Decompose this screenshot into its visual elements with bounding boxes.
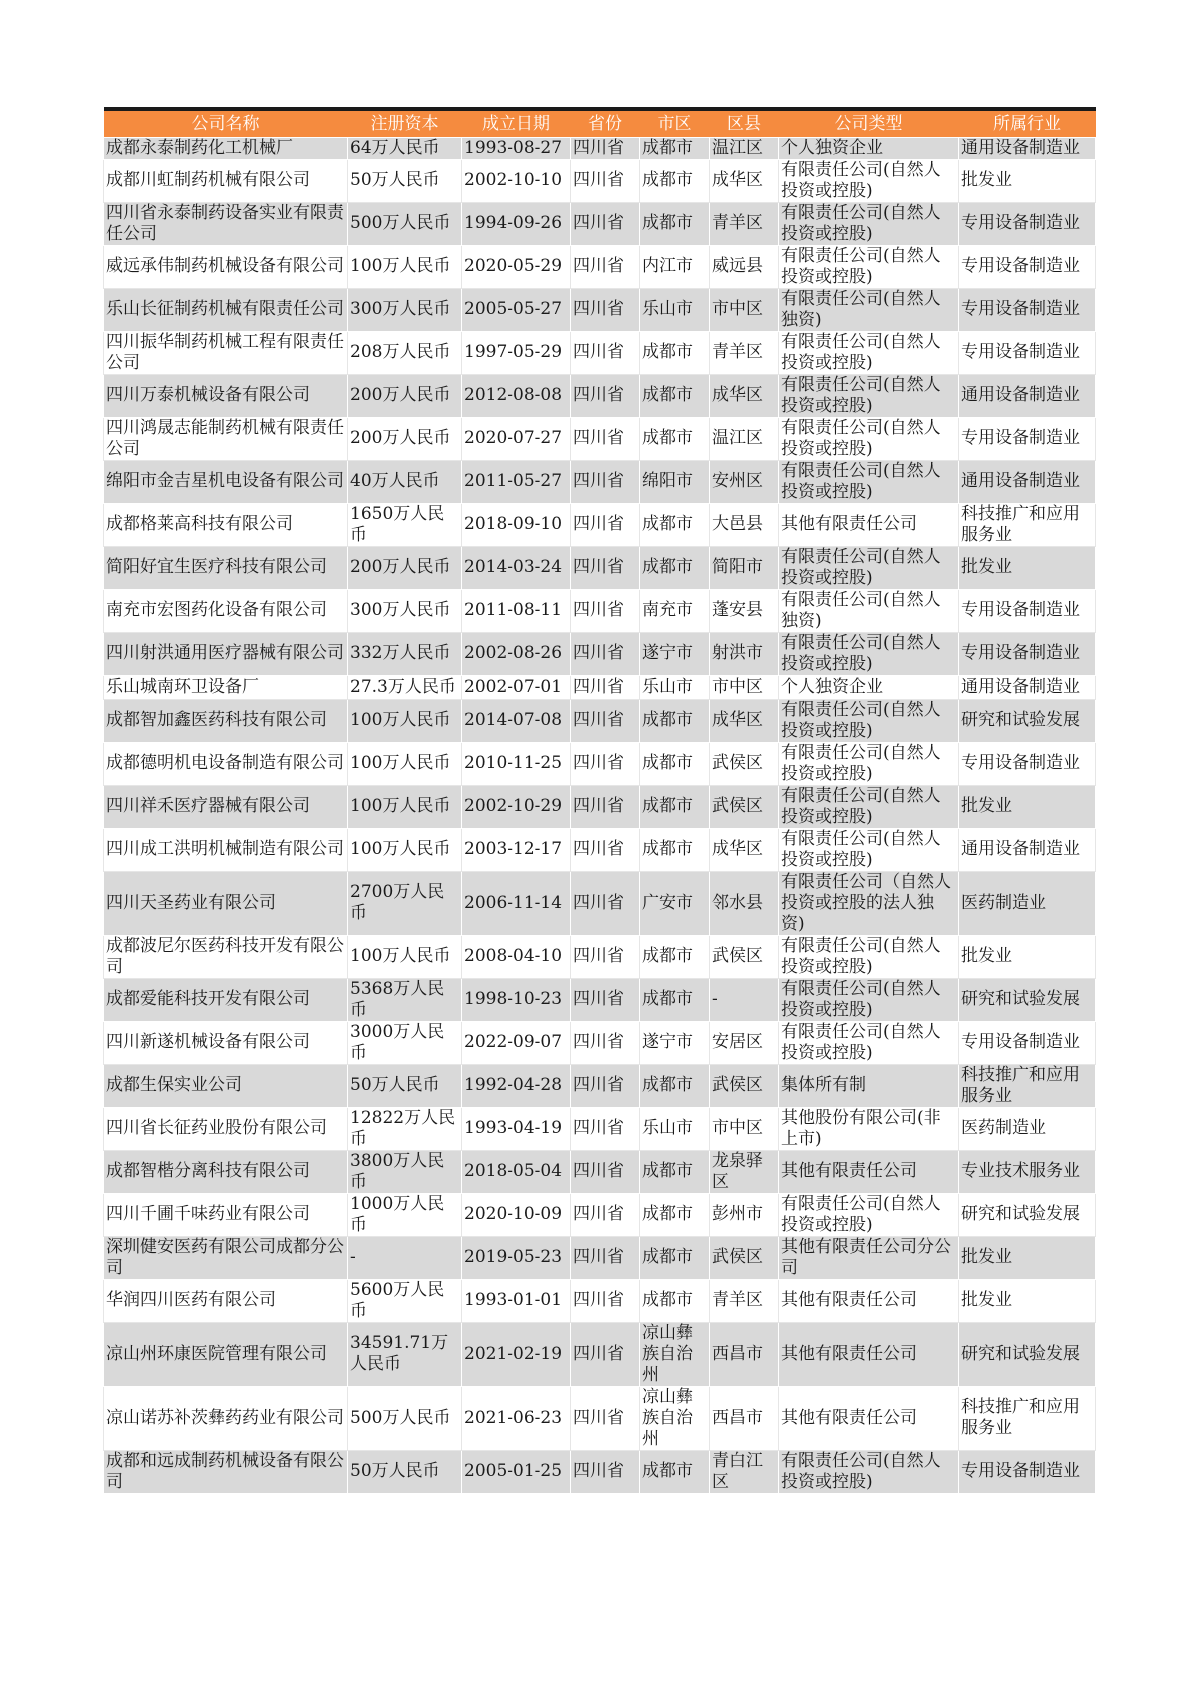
cell-city: 乐山市 bbox=[640, 1107, 710, 1150]
table-row bbox=[104, 460, 1096, 503]
cell-founded-date: 2003-12-17 bbox=[462, 828, 571, 871]
cell-industry: 通用设备制造业 bbox=[959, 828, 1096, 871]
table-row bbox=[104, 137, 1096, 159]
cell-company-type: 有限责任公司(自然人独资) bbox=[779, 589, 959, 632]
table-row bbox=[104, 288, 1096, 331]
header-cell-district: 区县 bbox=[710, 109, 779, 137]
cell-industry: 研究和试验发展 bbox=[959, 699, 1096, 742]
cell-founded-date: 2006-11-14 bbox=[462, 871, 571, 935]
cell-company-name: 四川祥禾医疗器械有限公司 bbox=[104, 785, 348, 828]
table-row bbox=[104, 374, 1096, 417]
cell-company-name: 四川天圣药业有限公司 bbox=[104, 871, 348, 935]
cell-province: 四川省 bbox=[571, 1236, 640, 1279]
cell-industry: 专用设备制造业 bbox=[959, 589, 1096, 632]
cell-district: 武侯区 bbox=[710, 1236, 779, 1279]
cell-district: 威远县 bbox=[710, 245, 779, 288]
cell-province: 四川省 bbox=[571, 871, 640, 935]
cell-company-type: 有限责任公司(自然人投资或控股) bbox=[779, 331, 959, 374]
table-row bbox=[104, 1107, 1096, 1150]
cell-industry: 通用设备制造业 bbox=[959, 460, 1096, 503]
cell-district: 射洪市 bbox=[710, 632, 779, 675]
cell-company-type: 有限责任公司(自然人投资或控股) bbox=[779, 460, 959, 503]
cell-province: 四川省 bbox=[571, 202, 640, 245]
cell-industry: 批发业 bbox=[959, 1236, 1096, 1279]
cell-industry: 批发业 bbox=[959, 546, 1096, 589]
cell-founded-date: 1993-01-01 bbox=[462, 1279, 571, 1322]
cell-registered-capital: 332万人民币 bbox=[348, 632, 462, 675]
cell-city: 成都市 bbox=[640, 742, 710, 785]
cell-company-name: 四川鸿晟志能制药机械有限责任公司 bbox=[104, 417, 348, 460]
cell-registered-capital: 5368万人民币 bbox=[348, 978, 462, 1021]
cell-district: 西昌市 bbox=[710, 1386, 779, 1450]
cell-founded-date: 2005-05-27 bbox=[462, 288, 571, 331]
cell-industry: 研究和试验发展 bbox=[959, 1322, 1096, 1386]
cell-city: 成都市 bbox=[640, 699, 710, 742]
cell-district: 市中区 bbox=[710, 1107, 779, 1150]
cell-founded-date: 2005-01-25 bbox=[462, 1450, 571, 1493]
cell-founded-date: 1997-05-29 bbox=[462, 331, 571, 374]
table-row bbox=[104, 978, 1096, 1021]
cell-district: - bbox=[710, 978, 779, 1021]
cell-founded-date: 2021-02-19 bbox=[462, 1322, 571, 1386]
cell-company-type: 有限责任公司(自然人投资或控股) bbox=[779, 374, 959, 417]
cell-founded-date: 2014-03-24 bbox=[462, 546, 571, 589]
cell-province: 四川省 bbox=[571, 460, 640, 503]
cell-registered-capital: 34591.71万人民币 bbox=[348, 1322, 462, 1386]
cell-province: 四川省 bbox=[571, 137, 640, 159]
header-row bbox=[104, 109, 1096, 137]
cell-province: 四川省 bbox=[571, 1021, 640, 1064]
cell-registered-capital: 50万人民币 bbox=[348, 1064, 462, 1107]
cell-registered-capital: - bbox=[348, 1236, 462, 1279]
cell-registered-capital: 100万人民币 bbox=[348, 245, 462, 288]
cell-province: 四川省 bbox=[571, 503, 640, 546]
cell-district: 龙泉驿区 bbox=[710, 1150, 779, 1193]
cell-district: 青羊区 bbox=[710, 202, 779, 245]
header-cell-registered-capital: 注册资本 bbox=[348, 109, 462, 137]
cell-city: 成都市 bbox=[640, 374, 710, 417]
cell-registered-capital: 100万人民币 bbox=[348, 935, 462, 978]
cell-registered-capital: 300万人民币 bbox=[348, 589, 462, 632]
cell-industry: 科技推广和应用服务业 bbox=[959, 1386, 1096, 1450]
cell-company-name: 绵阳市金吉星机电设备有限公司 bbox=[104, 460, 348, 503]
cell-company-name: 成都生保实业公司 bbox=[104, 1064, 348, 1107]
cell-district: 青羊区 bbox=[710, 331, 779, 374]
cell-founded-date: 2011-05-27 bbox=[462, 460, 571, 503]
cell-founded-date: 2011-08-11 bbox=[462, 589, 571, 632]
cell-province: 四川省 bbox=[571, 417, 640, 460]
cell-industry: 批发业 bbox=[959, 159, 1096, 202]
cell-industry: 通用设备制造业 bbox=[959, 675, 1096, 699]
company-table bbox=[103, 107, 1096, 1494]
table-row bbox=[104, 785, 1096, 828]
cell-registered-capital: 500万人民币 bbox=[348, 202, 462, 245]
cell-province: 四川省 bbox=[571, 1279, 640, 1322]
table-row bbox=[104, 589, 1096, 632]
table-row bbox=[104, 1150, 1096, 1193]
cell-city: 广安市 bbox=[640, 871, 710, 935]
table-row bbox=[104, 331, 1096, 374]
cell-founded-date: 1993-04-19 bbox=[462, 1107, 571, 1150]
cell-province: 四川省 bbox=[571, 1193, 640, 1236]
cell-district: 成华区 bbox=[710, 828, 779, 871]
cell-industry: 专用设备制造业 bbox=[959, 202, 1096, 245]
table-row bbox=[104, 871, 1096, 935]
cell-company-name: 四川万泰机械设备有限公司 bbox=[104, 374, 348, 417]
table-row bbox=[104, 1021, 1096, 1064]
cell-district: 蓬安县 bbox=[710, 589, 779, 632]
table-row bbox=[104, 202, 1096, 245]
cell-founded-date: 2002-10-29 bbox=[462, 785, 571, 828]
header-cell-city: 市区 bbox=[640, 109, 710, 137]
table-header bbox=[104, 109, 1096, 137]
cell-city: 遂宁市 bbox=[640, 1021, 710, 1064]
cell-company-type: 个人独资企业 bbox=[779, 137, 959, 159]
cell-province: 四川省 bbox=[571, 331, 640, 374]
cell-company-type: 其他股份有限公司(非上市) bbox=[779, 1107, 959, 1150]
cell-company-type: 其他有限责任公司分公司 bbox=[779, 1236, 959, 1279]
cell-founded-date: 2008-04-10 bbox=[462, 935, 571, 978]
cell-founded-date: 1994-09-26 bbox=[462, 202, 571, 245]
cell-city: 凉山彝族自治州 bbox=[640, 1386, 710, 1450]
cell-city: 成都市 bbox=[640, 331, 710, 374]
cell-district: 简阳市 bbox=[710, 546, 779, 589]
cell-company-name: 成都川虹制药机械有限公司 bbox=[104, 159, 348, 202]
cell-city: 成都市 bbox=[640, 785, 710, 828]
cell-province: 四川省 bbox=[571, 828, 640, 871]
cell-company-type: 个人独资企业 bbox=[779, 675, 959, 699]
cell-province: 四川省 bbox=[571, 546, 640, 589]
cell-industry: 专用设备制造业 bbox=[959, 245, 1096, 288]
table-row bbox=[104, 417, 1096, 460]
cell-city: 成都市 bbox=[640, 137, 710, 159]
cell-registered-capital: 5600万人民币 bbox=[348, 1279, 462, 1322]
cell-province: 四川省 bbox=[571, 978, 640, 1021]
table-row bbox=[104, 1386, 1096, 1450]
cell-industry: 批发业 bbox=[959, 935, 1096, 978]
cell-industry: 专用设备制造业 bbox=[959, 632, 1096, 675]
cell-company-name: 凉山州环康医院管理有限公司 bbox=[104, 1322, 348, 1386]
cell-province: 四川省 bbox=[571, 1107, 640, 1150]
cell-district: 武侯区 bbox=[710, 785, 779, 828]
cell-city: 成都市 bbox=[640, 1150, 710, 1193]
cell-registered-capital: 208万人民币 bbox=[348, 331, 462, 374]
cell-industry: 研究和试验发展 bbox=[959, 978, 1096, 1021]
cell-company-type: 有限责任公司(自然人投资或控股) bbox=[779, 1193, 959, 1236]
cell-company-type: 有限责任公司(自然人投资或控股) bbox=[779, 202, 959, 245]
cell-company-name: 成都智加鑫医药科技有限公司 bbox=[104, 699, 348, 742]
cell-district: 武侯区 bbox=[710, 935, 779, 978]
cell-district: 邻水县 bbox=[710, 871, 779, 935]
cell-industry: 专用设备制造业 bbox=[959, 1450, 1096, 1493]
cell-city: 成都市 bbox=[640, 503, 710, 546]
cell-founded-date: 2020-05-29 bbox=[462, 245, 571, 288]
cell-company-name: 威远承伟制药机械设备有限公司 bbox=[104, 245, 348, 288]
header-cell-company-type: 公司类型 bbox=[779, 109, 959, 137]
cell-registered-capital: 50万人民币 bbox=[348, 1450, 462, 1493]
cell-district: 安州区 bbox=[710, 460, 779, 503]
cell-company-type: 有限责任公司(自然人投资或控股) bbox=[779, 632, 959, 675]
cell-founded-date: 1993-08-27 bbox=[462, 137, 571, 159]
cell-registered-capital: 300万人民币 bbox=[348, 288, 462, 331]
table-row bbox=[104, 828, 1096, 871]
cell-company-type: 集体所有制 bbox=[779, 1064, 959, 1107]
cell-registered-capital: 200万人民币 bbox=[348, 417, 462, 460]
cell-registered-capital: 12822万人民币 bbox=[348, 1107, 462, 1150]
cell-company-type: 其他有限责任公司 bbox=[779, 1386, 959, 1450]
cell-industry: 专用设备制造业 bbox=[959, 417, 1096, 460]
cell-province: 四川省 bbox=[571, 1450, 640, 1493]
cell-city: 成都市 bbox=[640, 828, 710, 871]
table-row bbox=[104, 1322, 1096, 1386]
cell-registered-capital: 100万人民币 bbox=[348, 699, 462, 742]
header-cell-founded-date: 成立日期 bbox=[462, 109, 571, 137]
cell-company-name: 成都永泰制药化工机械厂 bbox=[104, 137, 348, 159]
cell-registered-capital: 100万人民币 bbox=[348, 785, 462, 828]
cell-company-name: 凉山诺苏补茨彝药药业有限公司 bbox=[104, 1386, 348, 1450]
cell-registered-capital: 500万人民币 bbox=[348, 1386, 462, 1450]
table-row bbox=[104, 935, 1096, 978]
cell-company-name: 四川千圃千味药业有限公司 bbox=[104, 1193, 348, 1236]
cell-company-type: 有限责任公司（自然人投资或控股的法人独资) bbox=[779, 871, 959, 935]
cell-district: 安居区 bbox=[710, 1021, 779, 1064]
cell-province: 四川省 bbox=[571, 1064, 640, 1107]
cell-company-type: 有限责任公司(自然人投资或控股) bbox=[779, 828, 959, 871]
cell-founded-date: 2020-10-09 bbox=[462, 1193, 571, 1236]
cell-city: 遂宁市 bbox=[640, 632, 710, 675]
cell-industry: 专用设备制造业 bbox=[959, 742, 1096, 785]
cell-province: 四川省 bbox=[571, 245, 640, 288]
cell-company-name: 华润四川医药有限公司 bbox=[104, 1279, 348, 1322]
cell-industry: 科技推广和应用服务业 bbox=[959, 1064, 1096, 1107]
cell-company-name: 成都格莱高科技有限公司 bbox=[104, 503, 348, 546]
cell-company-name: 简阳好宜生医疗科技有限公司 bbox=[104, 546, 348, 589]
cell-founded-date: 2002-10-10 bbox=[462, 159, 571, 202]
cell-city: 成都市 bbox=[640, 417, 710, 460]
cell-founded-date: 2018-05-04 bbox=[462, 1150, 571, 1193]
cell-district: 成华区 bbox=[710, 159, 779, 202]
cell-city: 乐山市 bbox=[640, 288, 710, 331]
table-row bbox=[104, 159, 1096, 202]
cell-company-name: 四川振华制药机械工程有限责任公司 bbox=[104, 331, 348, 374]
cell-company-type: 有限责任公司(自然人投资或控股) bbox=[779, 785, 959, 828]
cell-company-type: 有限责任公司(自然人投资或控股) bbox=[779, 978, 959, 1021]
cell-company-type: 其他有限责任公司 bbox=[779, 1150, 959, 1193]
cell-industry: 专用设备制造业 bbox=[959, 1021, 1096, 1064]
cell-province: 四川省 bbox=[571, 785, 640, 828]
cell-company-name: 成都爱能科技开发有限公司 bbox=[104, 978, 348, 1021]
cell-registered-capital: 100万人民币 bbox=[348, 828, 462, 871]
cell-registered-capital: 40万人民币 bbox=[348, 460, 462, 503]
cell-district: 市中区 bbox=[710, 675, 779, 699]
cell-company-type: 有限责任公司(自然人独资) bbox=[779, 288, 959, 331]
cell-province: 四川省 bbox=[571, 374, 640, 417]
cell-province: 四川省 bbox=[571, 699, 640, 742]
cell-province: 四川省 bbox=[571, 935, 640, 978]
cell-registered-capital: 50万人民币 bbox=[348, 159, 462, 202]
cell-industry: 专用设备制造业 bbox=[959, 288, 1096, 331]
cell-district: 温江区 bbox=[710, 417, 779, 460]
table-row bbox=[104, 1193, 1096, 1236]
table-row bbox=[104, 742, 1096, 785]
cell-company-name: 四川成工洪明机械制造有限公司 bbox=[104, 828, 348, 871]
cell-registered-capital: 3800万人民币 bbox=[348, 1150, 462, 1193]
table-row bbox=[104, 699, 1096, 742]
cell-company-name: 深圳健安医药有限公司成都分公司 bbox=[104, 1236, 348, 1279]
table-row bbox=[104, 632, 1096, 675]
cell-province: 四川省 bbox=[571, 1150, 640, 1193]
cell-company-name: 四川新遂机械设备有限公司 bbox=[104, 1021, 348, 1064]
cell-industry: 通用设备制造业 bbox=[959, 137, 1096, 159]
cell-district: 市中区 bbox=[710, 288, 779, 331]
cell-district: 武侯区 bbox=[710, 742, 779, 785]
cell-province: 四川省 bbox=[571, 159, 640, 202]
cell-city: 内江市 bbox=[640, 245, 710, 288]
cell-founded-date: 2021-06-23 bbox=[462, 1386, 571, 1450]
cell-company-type: 其他有限责任公司 bbox=[779, 1279, 959, 1322]
cell-company-type: 有限责任公司(自然人投资或控股) bbox=[779, 245, 959, 288]
cell-province: 四川省 bbox=[571, 589, 640, 632]
cell-city: 成都市 bbox=[640, 978, 710, 1021]
cell-industry: 专用设备制造业 bbox=[959, 331, 1096, 374]
cell-company-type: 有限责任公司(自然人投资或控股) bbox=[779, 699, 959, 742]
cell-founded-date: 2022-09-07 bbox=[462, 1021, 571, 1064]
cell-founded-date: 2019-05-23 bbox=[462, 1236, 571, 1279]
cell-company-name: 四川省永泰制药设备实业有限责任公司 bbox=[104, 202, 348, 245]
cell-industry: 通用设备制造业 bbox=[959, 374, 1096, 417]
cell-company-name: 成都波尼尔医药科技开发有限公司 bbox=[104, 935, 348, 978]
table-row bbox=[104, 1450, 1096, 1493]
header-cell-province: 省份 bbox=[571, 109, 640, 137]
cell-industry: 专业技术服务业 bbox=[959, 1150, 1096, 1193]
cell-city: 绵阳市 bbox=[640, 460, 710, 503]
cell-district: 成华区 bbox=[710, 374, 779, 417]
cell-province: 四川省 bbox=[571, 1322, 640, 1386]
cell-city: 乐山市 bbox=[640, 675, 710, 699]
cell-city: 成都市 bbox=[640, 1279, 710, 1322]
cell-company-type: 其他有限责任公司 bbox=[779, 1322, 959, 1386]
cell-company-type: 有限责任公司(自然人投资或控股) bbox=[779, 742, 959, 785]
header-cell-company-name: 公司名称 bbox=[104, 109, 348, 137]
cell-company-name: 成都和远成制药机械设备有限公司 bbox=[104, 1450, 348, 1493]
cell-founded-date: 1992-04-28 bbox=[462, 1064, 571, 1107]
cell-founded-date: 2010-11-25 bbox=[462, 742, 571, 785]
cell-company-type: 有限责任公司(自然人投资或控股) bbox=[779, 1450, 959, 1493]
cell-city: 成都市 bbox=[640, 1193, 710, 1236]
table-row bbox=[104, 503, 1096, 546]
cell-district: 武侯区 bbox=[710, 1064, 779, 1107]
cell-registered-capital: 1650万人民币 bbox=[348, 503, 462, 546]
cell-company-name: 四川射洪通用医疗器械有限公司 bbox=[104, 632, 348, 675]
cell-industry: 科技推广和应用服务业 bbox=[959, 503, 1096, 546]
cell-company-type: 有限责任公司(自然人投资或控股) bbox=[779, 159, 959, 202]
cell-city: 成都市 bbox=[640, 1236, 710, 1279]
cell-district: 彭州市 bbox=[710, 1193, 779, 1236]
cell-company-type: 其他有限责任公司 bbox=[779, 503, 959, 546]
cell-district: 青白江区 bbox=[710, 1450, 779, 1493]
table-row bbox=[104, 675, 1096, 699]
cell-city: 成都市 bbox=[640, 202, 710, 245]
cell-industry: 研究和试验发展 bbox=[959, 1193, 1096, 1236]
cell-company-type: 有限责任公司(自然人投资或控股) bbox=[779, 935, 959, 978]
cell-company-name: 成都智楷分离科技有限公司 bbox=[104, 1150, 348, 1193]
cell-founded-date: 1998-10-23 bbox=[462, 978, 571, 1021]
cell-province: 四川省 bbox=[571, 288, 640, 331]
cell-city: 成都市 bbox=[640, 1450, 710, 1493]
cell-founded-date: 2002-08-26 bbox=[462, 632, 571, 675]
cell-founded-date: 2018-09-10 bbox=[462, 503, 571, 546]
cell-city: 成都市 bbox=[640, 546, 710, 589]
cell-company-name: 乐山长征制药机械有限责任公司 bbox=[104, 288, 348, 331]
cell-district: 成华区 bbox=[710, 699, 779, 742]
cell-industry: 医药制造业 bbox=[959, 1107, 1096, 1150]
cell-district: 大邑县 bbox=[710, 503, 779, 546]
cell-city: 南充市 bbox=[640, 589, 710, 632]
cell-industry: 医药制造业 bbox=[959, 871, 1096, 935]
cell-registered-capital: 200万人民币 bbox=[348, 546, 462, 589]
cell-city: 成都市 bbox=[640, 1064, 710, 1107]
cell-company-type: 有限责任公司(自然人投资或控股) bbox=[779, 546, 959, 589]
cell-province: 四川省 bbox=[571, 675, 640, 699]
cell-district: 青羊区 bbox=[710, 1279, 779, 1322]
table-row bbox=[104, 1236, 1096, 1279]
cell-company-type: 有限责任公司(自然人投资或控股) bbox=[779, 1021, 959, 1064]
cell-company-name: 四川省长征药业股份有限公司 bbox=[104, 1107, 348, 1150]
cell-company-name: 乐山城南环卫设备厂 bbox=[104, 675, 348, 699]
cell-district: 西昌市 bbox=[710, 1322, 779, 1386]
cell-registered-capital: 2700万人民币 bbox=[348, 871, 462, 935]
cell-district: 温江区 bbox=[710, 137, 779, 159]
cell-registered-capital: 27.3万人民币 bbox=[348, 675, 462, 699]
cell-industry: 批发业 bbox=[959, 785, 1096, 828]
cell-city: 凉山彝族自治州 bbox=[640, 1322, 710, 1386]
cell-founded-date: 2002-07-01 bbox=[462, 675, 571, 699]
cell-founded-date: 2014-07-08 bbox=[462, 699, 571, 742]
cell-province: 四川省 bbox=[571, 1386, 640, 1450]
header-cell-industry: 所属行业 bbox=[959, 109, 1096, 137]
cell-company-type: 有限责任公司(自然人投资或控股) bbox=[779, 417, 959, 460]
cell-industry: 批发业 bbox=[959, 1279, 1096, 1322]
cell-province: 四川省 bbox=[571, 632, 640, 675]
cell-registered-capital: 200万人民币 bbox=[348, 374, 462, 417]
cell-registered-capital: 64万人民币 bbox=[348, 137, 462, 159]
cell-city: 成都市 bbox=[640, 159, 710, 202]
table-row bbox=[104, 1279, 1096, 1322]
table-row bbox=[104, 245, 1096, 288]
cell-company-name: 南充市宏图药化设备有限公司 bbox=[104, 589, 348, 632]
cell-city: 成都市 bbox=[640, 935, 710, 978]
cell-founded-date: 2012-08-08 bbox=[462, 374, 571, 417]
cell-province: 四川省 bbox=[571, 742, 640, 785]
cell-registered-capital: 100万人民币 bbox=[348, 742, 462, 785]
cell-registered-capital: 1000万人民币 bbox=[348, 1193, 462, 1236]
cell-company-name: 成都德明机电设备制造有限公司 bbox=[104, 742, 348, 785]
table-body bbox=[104, 137, 1096, 1493]
table-row bbox=[104, 546, 1096, 589]
cell-registered-capital: 3000万人民币 bbox=[348, 1021, 462, 1064]
cell-founded-date: 2020-07-27 bbox=[462, 417, 571, 460]
table-row bbox=[104, 1064, 1096, 1107]
